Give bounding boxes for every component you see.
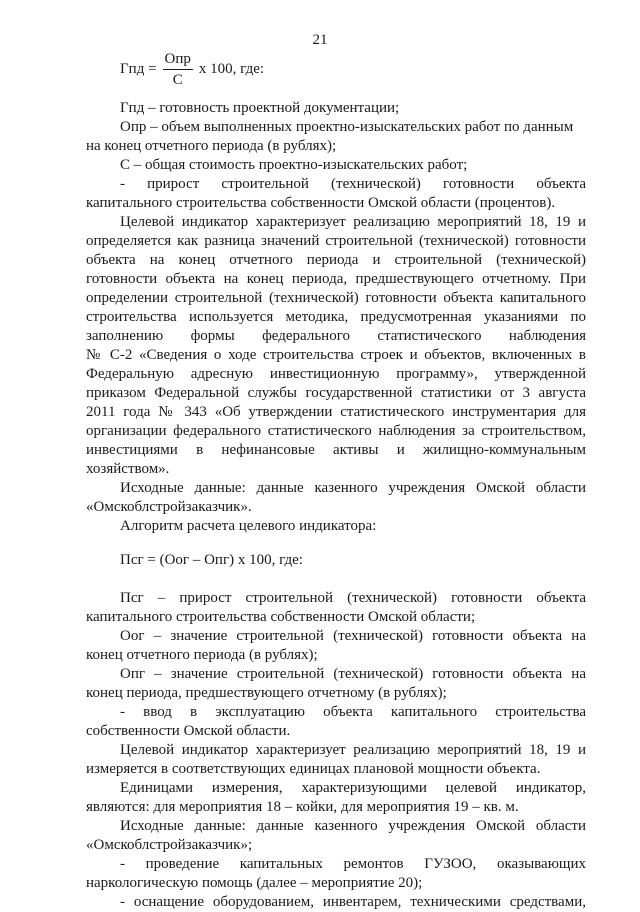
text-line: № С-2 «Сведения о ходе строительства строек и объектов, включенных в [86, 347, 586, 363]
formula-psg: Пcг = (Оог – Опг) x 100, где: [120, 552, 303, 568]
text-line: заполнению формы федерального статистического наблюдения [86, 328, 586, 344]
text-line: - ввод в эксплуатацию объекта капитального строительства [120, 704, 586, 720]
text-line: Целевой индикатор характеризует реализацию мероприятий 18, 19 и [120, 214, 586, 230]
text-line: Псг – прирост строительной (технической) готовности объекта [120, 590, 586, 606]
text-line: наркологическую помощь (далее – мероприятие 20); [86, 875, 423, 891]
text-line: - прирост строительной (технической) готовности объекта [120, 176, 586, 192]
formula-fraction [163, 50, 193, 89]
text-line: инвестициями в нефинансовые активы и жилищно-коммунальным [86, 442, 586, 458]
text-line: «Омскоблстройзаказчик». [86, 499, 252, 515]
text-line: Исходные данные: данные казенного учреждения Омской области [120, 480, 586, 496]
text-line: Целевой индикатор характеризует реализацию мероприятий 18, 19 и [120, 742, 586, 758]
formula-gpd [120, 50, 264, 89]
text-line: - оснащение оборудованием, инвентарем, техническими средствами, [120, 894, 586, 910]
text-line: организации федерального статистического наблюдения за строительством, [86, 423, 586, 439]
text-line: строительства используется методика, предусмотренная указаниями по [86, 309, 586, 325]
text-line: - проведение капитальных ремонтов ГУЗОО, оказывающих [120, 856, 586, 872]
text-line: являются: для мероприятия 18 – койки, для мероприятия 19 – кв. м. [86, 799, 519, 815]
text-line: Опг – значение строительной (технической) готовности объекта на [120, 666, 586, 682]
text-line: собственности Омской области. [86, 723, 291, 739]
text-line: хозяйством». [86, 461, 170, 477]
text-line: готовности объекта на конец периода, предшествующего отчетному. При [86, 271, 586, 287]
formula-lhs: Гпд = [120, 61, 157, 77]
page-number: 21 [312, 32, 328, 48]
text-line: измеряется в соответствующих единицах плановой мощности объекта. [86, 761, 541, 777]
text-line: капитального строительства собственности Омской области; [86, 609, 476, 625]
text-line: капитального строительства собственности Омской области (процентов). [86, 195, 556, 211]
text-line: Исходные данные: данные казенного учреждения Омской области [120, 818, 586, 834]
formula-numerator: Опр [163, 50, 193, 70]
text-line: определении строительной (технической) готовности объекта капитального [86, 290, 586, 306]
text-line: конец периода, предшествующего отчетному (в рублях); [86, 685, 447, 701]
text-line: определяется как разница значений строительной (технической) готовности [86, 233, 586, 249]
text-line: Оог – значение строительной (технической) готовности объекта на [120, 628, 586, 644]
formula-denominator: С [172, 72, 183, 88]
text-line: Гпд – готовность проектной документации; [120, 100, 400, 116]
text-line: Единицами измерения, характеризующими целевой индикатор, [120, 780, 586, 796]
text-line: конец отчетного периода (в рублях); [86, 647, 318, 663]
text-line: С – общая стоимость проектно-изыскательских работ; [120, 157, 468, 173]
text-line: объекта на конец отчетного периода и строительной (технической) [86, 252, 586, 268]
text-line: Опр – объем выполненных проектно-изыскательских работ по данным [120, 119, 574, 135]
text-line: Федеральную адресную инвестиционную программу», утвержденной [86, 366, 586, 382]
text-line: Алгоритм расчета целевого индикатора: [120, 518, 377, 534]
text-line: на конец отчетного периода (в рублях); [86, 138, 337, 154]
text-line: приказом Федеральной службы государственной статистики от 3 августа [86, 385, 586, 401]
text-line: 2011 года № 343 «Об утверждении статистического инструментария для [86, 404, 586, 420]
text-line: «Омскоблстройзаказчик»; [86, 837, 253, 853]
formula-rhs: x 100, где: [198, 61, 265, 77]
